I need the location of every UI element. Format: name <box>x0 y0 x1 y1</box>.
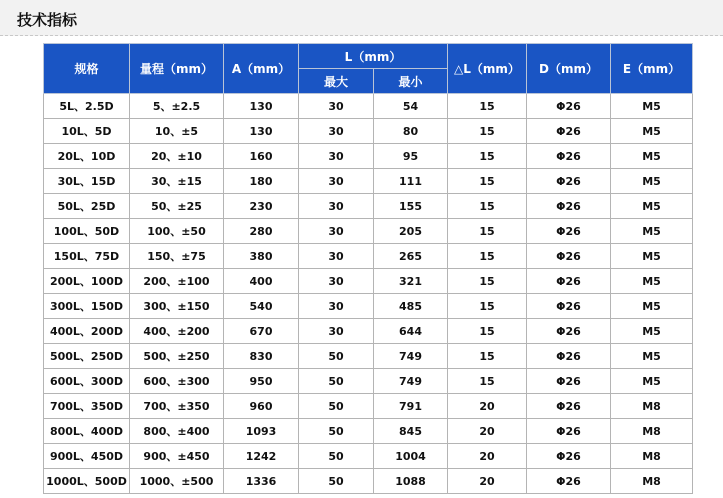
cell-e: M8 <box>611 469 693 494</box>
cell-range: 700、±350 <box>130 394 224 419</box>
cell-l-min: 1004 <box>374 444 448 469</box>
header-l-max: 最大 <box>299 69 374 94</box>
cell-d: Φ26 <box>527 369 611 394</box>
cell-e: M8 <box>611 394 693 419</box>
header-l-min: 最小 <box>374 69 448 94</box>
section-title: 技术指标 <box>17 11 78 29</box>
cell-d: Φ26 <box>527 444 611 469</box>
table-row <box>44 369 693 394</box>
cell-a: 160 <box>224 144 299 169</box>
cell-e: M5 <box>611 294 693 319</box>
cell-a: 670 <box>224 319 299 344</box>
cell-l-max: 30 <box>299 269 374 294</box>
cell-d: Φ26 <box>527 94 611 119</box>
cell-range: 20、±10 <box>130 144 224 169</box>
cell-l-max: 50 <box>299 419 374 444</box>
cell-e: M5 <box>611 219 693 244</box>
cell-range: 1000、±500 <box>130 469 224 494</box>
cell-spec: 10L、5D <box>44 119 130 144</box>
cell-l-max: 30 <box>299 94 374 119</box>
cell-a: 280 <box>224 219 299 244</box>
table-row <box>44 244 693 269</box>
cell-spec: 900L、450D <box>44 444 130 469</box>
cell-a: 1242 <box>224 444 299 469</box>
cell-spec: 800L、400D <box>44 419 130 444</box>
cell-l-max: 50 <box>299 444 374 469</box>
header-l: L（mm） <box>299 44 448 69</box>
table-row <box>44 469 693 494</box>
cell-delta-l: 15 <box>448 319 527 344</box>
cell-spec: 1000L、500D <box>44 469 130 494</box>
cell-e: M5 <box>611 144 693 169</box>
cell-spec: 600L、300D <box>44 369 130 394</box>
cell-spec: 30L、15D <box>44 169 130 194</box>
cell-range: 50、±25 <box>130 194 224 219</box>
cell-a: 1336 <box>224 469 299 494</box>
cell-a: 540 <box>224 294 299 319</box>
cell-spec: 200L、100D <box>44 269 130 294</box>
table-row <box>44 419 693 444</box>
cell-l-max: 30 <box>299 144 374 169</box>
cell-l-max: 50 <box>299 344 374 369</box>
cell-l-min: 54 <box>374 94 448 119</box>
section-header <box>0 0 723 36</box>
cell-a: 230 <box>224 194 299 219</box>
cell-delta-l: 20 <box>448 394 527 419</box>
cell-l-min: 111 <box>374 169 448 194</box>
cell-l-max: 30 <box>299 244 374 269</box>
cell-a: 130 <box>224 94 299 119</box>
table-row <box>44 319 693 344</box>
cell-delta-l: 15 <box>448 144 527 169</box>
cell-spec: 5L、2.5D <box>44 94 130 119</box>
cell-e: M5 <box>611 319 693 344</box>
table-row <box>44 444 693 469</box>
cell-l-min: 845 <box>374 419 448 444</box>
cell-delta-l: 15 <box>448 219 527 244</box>
cell-spec: 500L、250D <box>44 344 130 369</box>
cell-spec: 700L、350D <box>44 394 130 419</box>
cell-range: 300、±150 <box>130 294 224 319</box>
cell-e: M5 <box>611 344 693 369</box>
cell-l-min: 485 <box>374 294 448 319</box>
header-e: E（mm） <box>611 44 693 94</box>
cell-d: Φ26 <box>527 144 611 169</box>
cell-range: 200、±100 <box>130 269 224 294</box>
cell-range: 900、±450 <box>130 444 224 469</box>
table-row <box>44 394 693 419</box>
cell-spec: 300L、150D <box>44 294 130 319</box>
cell-l-max: 30 <box>299 294 374 319</box>
header-a: A（mm） <box>224 44 299 94</box>
cell-e: M5 <box>611 269 693 294</box>
cell-l-max: 50 <box>299 469 374 494</box>
cell-d: Φ26 <box>527 394 611 419</box>
cell-spec: 20L、10D <box>44 144 130 169</box>
cell-l-min: 1088 <box>374 469 448 494</box>
cell-e: M5 <box>611 244 693 269</box>
cell-range: 100、±50 <box>130 219 224 244</box>
cell-delta-l: 20 <box>448 469 527 494</box>
spec-table <box>43 43 693 494</box>
cell-l-max: 30 <box>299 194 374 219</box>
cell-d: Φ26 <box>527 194 611 219</box>
cell-spec: 100L、50D <box>44 219 130 244</box>
cell-e: M5 <box>611 169 693 194</box>
table-row <box>44 294 693 319</box>
cell-a: 400 <box>224 269 299 294</box>
cell-delta-l: 15 <box>448 344 527 369</box>
table-row <box>44 119 693 144</box>
cell-l-max: 30 <box>299 169 374 194</box>
cell-d: Φ26 <box>527 169 611 194</box>
cell-delta-l: 15 <box>448 369 527 394</box>
cell-e: M5 <box>611 369 693 394</box>
cell-l-min: 155 <box>374 194 448 219</box>
cell-l-min: 321 <box>374 269 448 294</box>
cell-l-min: 749 <box>374 344 448 369</box>
cell-range: 10、±5 <box>130 119 224 144</box>
cell-a: 130 <box>224 119 299 144</box>
cell-range: 150、±75 <box>130 244 224 269</box>
cell-a: 960 <box>224 394 299 419</box>
cell-delta-l: 15 <box>448 269 527 294</box>
table-row <box>44 344 693 369</box>
cell-a: 1093 <box>224 419 299 444</box>
cell-d: Φ26 <box>527 244 611 269</box>
table-row <box>44 194 693 219</box>
table-row <box>44 219 693 244</box>
cell-spec: 50L、25D <box>44 194 130 219</box>
cell-delta-l: 15 <box>448 294 527 319</box>
cell-a: 180 <box>224 169 299 194</box>
cell-delta-l: 15 <box>448 169 527 194</box>
cell-range: 30、±15 <box>130 169 224 194</box>
cell-range: 5、±2.5 <box>130 94 224 119</box>
cell-spec: 400L、200D <box>44 319 130 344</box>
cell-spec: 150L、75D <box>44 244 130 269</box>
cell-d: Φ26 <box>527 469 611 494</box>
cell-d: Φ26 <box>527 294 611 319</box>
cell-l-min: 205 <box>374 219 448 244</box>
cell-range: 400、±200 <box>130 319 224 344</box>
cell-l-max: 50 <box>299 394 374 419</box>
cell-l-min: 791 <box>374 394 448 419</box>
cell-d: Φ26 <box>527 319 611 344</box>
table-row <box>44 94 693 119</box>
cell-e: M5 <box>611 194 693 219</box>
cell-delta-l: 20 <box>448 444 527 469</box>
cell-delta-l: 20 <box>448 419 527 444</box>
header-delta-l: △L（mm） <box>448 44 527 94</box>
cell-a: 830 <box>224 344 299 369</box>
cell-e: M8 <box>611 444 693 469</box>
cell-d: Φ26 <box>527 419 611 444</box>
cell-d: Φ26 <box>527 219 611 244</box>
table-body <box>44 94 693 494</box>
cell-delta-l: 15 <box>448 244 527 269</box>
cell-a: 950 <box>224 369 299 394</box>
cell-l-min: 95 <box>374 144 448 169</box>
cell-l-min: 644 <box>374 319 448 344</box>
header-range: 量程（mm） <box>130 44 224 94</box>
cell-l-max: 30 <box>299 219 374 244</box>
cell-a: 380 <box>224 244 299 269</box>
cell-range: 600、±300 <box>130 369 224 394</box>
cell-l-max: 30 <box>299 119 374 144</box>
table-row <box>44 144 693 169</box>
cell-l-min: 749 <box>374 369 448 394</box>
cell-l-max: 30 <box>299 319 374 344</box>
cell-l-min: 265 <box>374 244 448 269</box>
cell-l-min: 80 <box>374 119 448 144</box>
table-row <box>44 169 693 194</box>
header-spec: 规格 <box>44 44 130 94</box>
cell-e: M8 <box>611 419 693 444</box>
cell-range: 800、±400 <box>130 419 224 444</box>
table-row <box>44 269 693 294</box>
cell-e: M5 <box>611 119 693 144</box>
cell-d: Φ26 <box>527 344 611 369</box>
cell-range: 500、±250 <box>130 344 224 369</box>
header-d: D（mm） <box>527 44 611 94</box>
cell-d: Φ26 <box>527 269 611 294</box>
cell-delta-l: 15 <box>448 194 527 219</box>
cell-l-max: 50 <box>299 369 374 394</box>
cell-d: Φ26 <box>527 119 611 144</box>
cell-delta-l: 15 <box>448 119 527 144</box>
cell-delta-l: 15 <box>448 94 527 119</box>
cell-e: M5 <box>611 94 693 119</box>
